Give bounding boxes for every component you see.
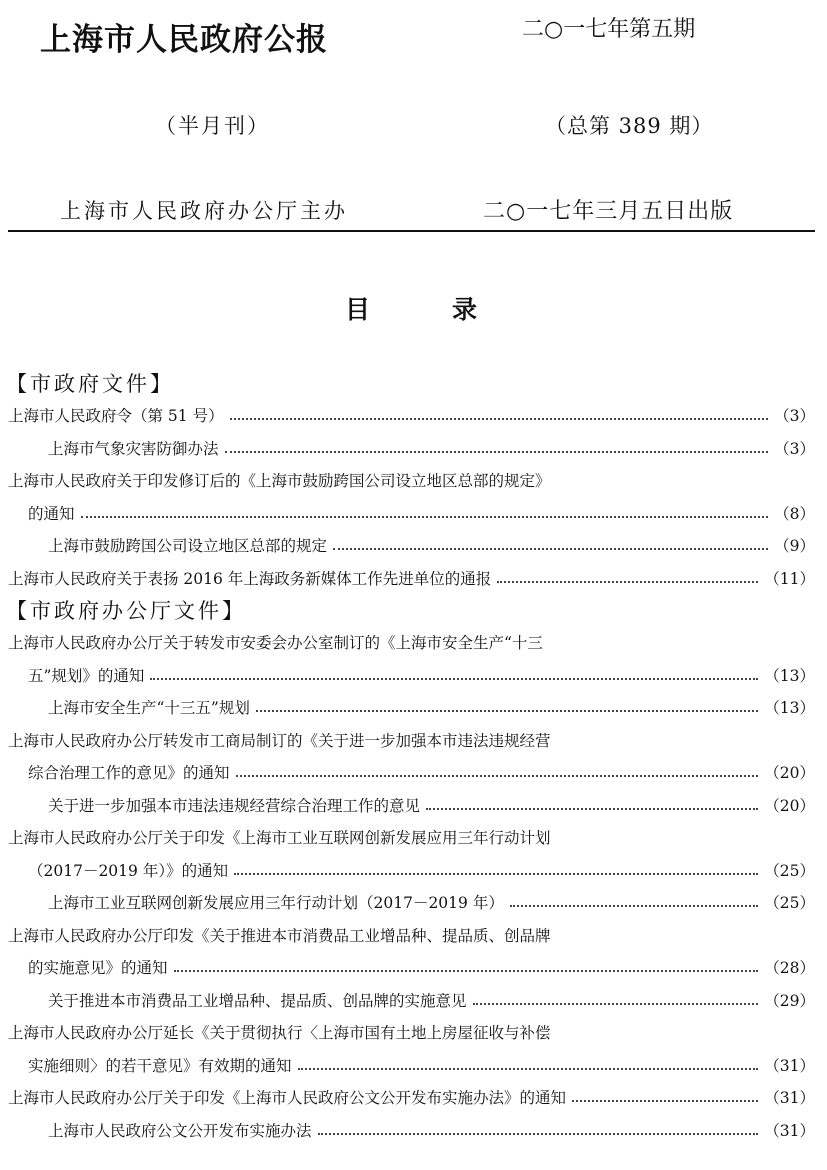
toc-entry[interactable] (8, 1017, 815, 1050)
toc-entry[interactable] (8, 1115, 815, 1148)
issue-number: 二○一七年第五期 (522, 17, 696, 42)
toc-leader-dots (318, 1133, 759, 1135)
toc-entry[interactable] (8, 563, 815, 596)
toc-entry-text: 上海市人民政府公文公开发布实施办法 (48, 1121, 312, 1140)
toc-entry-text: 上海市人民政府令（第 51 号） (8, 407, 224, 425)
toc-page-number: （11） (764, 569, 815, 588)
toc-leader-dots (426, 808, 758, 810)
toc-title-right: 录 (452, 295, 478, 324)
toc-leader-dots (225, 451, 769, 453)
toc-page-number: （3） (774, 407, 815, 425)
toc-entry-text: 上海市人民政府办公厅关于转发市安委会办公室制订的《上海市安全生产“十三 (8, 634, 543, 652)
toc-leader-dots (236, 775, 759, 777)
header-divider (8, 230, 815, 232)
toc-entry[interactable] (8, 627, 815, 660)
toc-leader-dots (230, 418, 769, 420)
table-of-contents (8, 368, 815, 1147)
toc-leader-dots (572, 1100, 758, 1102)
toc-title-left: 目 (345, 295, 371, 324)
toc-entry-text: 上海市人民政府办公厅印发《关于推进本市消费品工业增品种、提品质、创品牌 (8, 926, 551, 945)
toc-entry[interactable] (8, 952, 815, 985)
toc-page-number: （31） (764, 1121, 815, 1140)
toc-entry[interactable] (8, 692, 815, 725)
toc-page-number: （3） (774, 439, 815, 458)
toc-page-number: （31） (764, 1056, 815, 1075)
toc-leader-dots (174, 970, 759, 972)
toc-leader-dots (298, 1068, 759, 1070)
toc-entry-text: 上海市工业互联网创新发展应用三年行动计划（2017－2019 年） (48, 894, 504, 912)
toc-entry-text: 上海市人民政府关于表扬 2016 年上海政务新媒体工作先进单位的通报 (8, 569, 492, 588)
toc-page-number: （8） (774, 504, 815, 523)
toc-entry[interactable] (8, 1050, 815, 1083)
total-issue-number: （总第 389 期） (545, 114, 714, 138)
toc-leader-dots (497, 581, 758, 583)
sponsor-line: 上海市人民政府办公厅主办 (60, 199, 348, 223)
toc-page-number: （31） (764, 1089, 815, 1107)
toc-entry[interactable] (8, 822, 815, 855)
toc-leader-dots (150, 678, 758, 680)
toc-section-heading: 【市政府办公厅文件】 (6, 599, 246, 623)
toc-entry-text: 关于进一步加强本市违法违规经营综合治理工作的意见 (48, 796, 421, 815)
toc-title (345, 290, 477, 326)
toc-entry[interactable] (8, 985, 815, 1018)
toc-entry-text: 上海市安全生产“十三五”规划 (48, 699, 250, 717)
toc-page-number: （29） (764, 991, 815, 1010)
toc-page-number: （25） (764, 861, 815, 880)
toc-page-number: （25） (764, 894, 815, 912)
toc-entry-text: 上海市人民政府办公厅延长《关于贯彻执行〈上海市国有土地上房屋征收与补偿 (8, 1024, 551, 1042)
toc-entry-text: 综合治理工作的意见》的通知 (28, 764, 230, 782)
toc-entry-text: （2017－2019 年）》的通知 (28, 861, 229, 880)
toc-entry-text: 上海市鼓励跨国公司设立地区总部的规定 (48, 537, 328, 555)
toc-entry[interactable] (8, 660, 815, 693)
toc-entry[interactable] (8, 790, 815, 823)
toc-entry-text: 上海市人民政府关于印发修订后的《上海市鼓励跨国公司设立地区总部的规定》 (8, 472, 551, 490)
toc-entry-text: 上海市人民政府办公厅转发市工商局制订的《关于进一步加强本市违法违规经营 (8, 731, 551, 750)
toc-entry[interactable] (8, 1082, 815, 1115)
toc-entry[interactable] (8, 530, 815, 563)
toc-entry[interactable] (8, 725, 815, 758)
toc-page-number: （13） (764, 666, 815, 685)
toc-page-number: （20） (764, 796, 815, 815)
toc-leader-dots (473, 1003, 759, 1005)
toc-entry-text: 实施细则〉的若干意见》有效期的通知 (28, 1056, 292, 1075)
toc-entry-text: 上海市人民政府办公厅关于印发《上海市工业互联网创新发展应用三年行动计划 (8, 829, 551, 847)
toc-entry[interactable] (8, 498, 815, 531)
toc-leader-dots (256, 710, 758, 712)
toc-section-heading: 【市政府文件】 (6, 372, 174, 396)
toc-entry-text: 五”规划》的通知 (28, 666, 145, 685)
toc-leader-dots (333, 548, 768, 550)
publish-date: 二○一七年三月五日出版 (483, 199, 734, 224)
toc-leader-dots (81, 516, 769, 518)
toc-page-number: （28） (764, 959, 815, 977)
toc-page-number: （13） (764, 699, 815, 717)
toc-entry-text: 关于推进本市消费品工业增品种、提品质、创品牌的实施意见 (48, 991, 467, 1010)
toc-entry[interactable] (8, 757, 815, 790)
publication-frequency: （半月刊） (155, 114, 270, 138)
toc-entry-text: 上海市气象灾害防御办法 (48, 439, 219, 458)
toc-leader-dots (234, 873, 758, 875)
toc-entry[interactable] (8, 465, 815, 498)
gazette-title: 上海市人民政府公报 (40, 22, 328, 58)
toc-entry[interactable] (8, 920, 815, 953)
toc-entry-text: 上海市人民政府办公厅关于印发《上海市人民政府公文公开发布实施办法》的通知 (8, 1089, 567, 1107)
toc-entry[interactable] (8, 887, 815, 920)
toc-page-number: （20） (764, 764, 815, 782)
toc-page-number: （9） (774, 537, 815, 555)
toc-entry[interactable] (8, 855, 815, 888)
toc-entry-text: 的通知 (28, 504, 75, 523)
toc-entry-text: 的实施意见》的通知 (28, 959, 168, 977)
toc-leader-dots (510, 905, 758, 907)
toc-entry[interactable] (8, 400, 815, 433)
toc-entry[interactable] (8, 433, 815, 466)
